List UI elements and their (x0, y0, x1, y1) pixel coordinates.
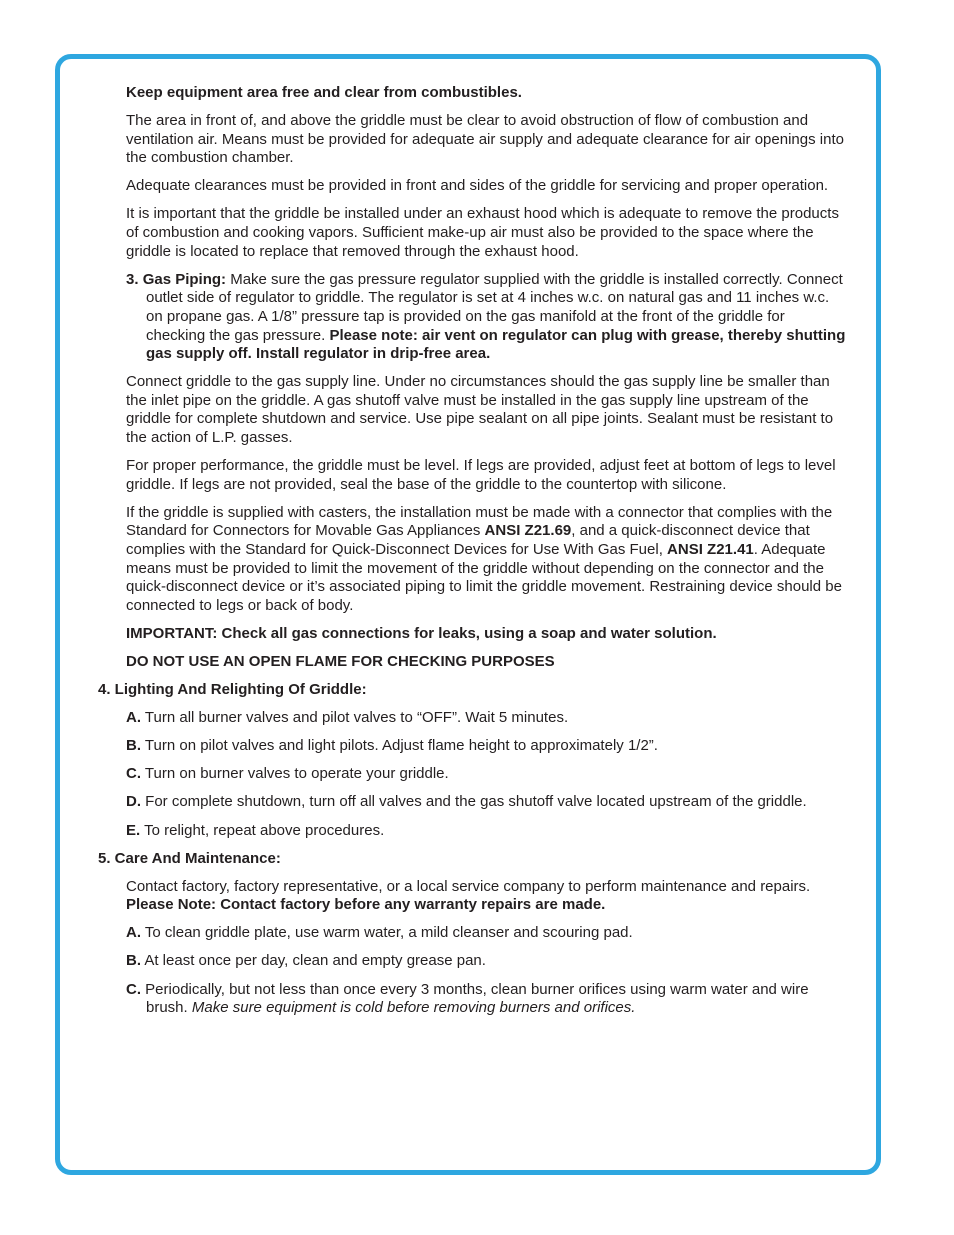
gas-supply-paragraph: Connect griddle to the gas supply line. Under no circumstances should the gas supply line be smaller than the inlet pipe on the griddle. A gas shutoff valve must be installed in the gas supply line upstream of the griddle for complete shutdown and service. Use pipe sealant on all pipe joints. Sealant must be resistant to the action of L.P. gasses. (126, 373, 834, 446)
combustibles-warning: Keep equipment area free and clear from combustibles. (126, 84, 522, 101)
lighting-heading: 4. Lighting And Relighting Of Griddle: (98, 681, 367, 699)
lighting-step: E. To relight, repeat above procedures. (126, 821, 385, 839)
lighting-step: D. For complete shutdown, turn off all valves and the gas shutoff valve located upstream of the griddle. (126, 793, 807, 811)
document-body (98, 84, 848, 1027)
casters-paragraph: If the griddle is supplied with casters, the installation must be made with a connector that complies with the Standard for Connectors for Movable Gas Appliances ANSI Z21.69, and a quick-disconnect device that complies with the Standard for Quick-Disconnect Devices for Use With Gas Fuel, ANSI Z21.41. Adequate means must be provided to limit the movement of the griddle without depending on the connector and the quick-disconnect device or it’s associated piping to limit the griddle movement. Restraining device should be connected to legs or back of body. (126, 503, 842, 614)
leak-check-warning: IMPORTANT: Check all gas connections for leaks, using a soap and water solution. (126, 624, 717, 642)
lighting-step: B. Turn on pilot valves and light pilots. Adjust flame height to approximately 1/2”. (126, 737, 658, 755)
gas-piping-section: 3. Gas Piping: Make sure the gas pressure regulator supplied with the griddle is installed correctly. Connect outlet side of regulator to griddle. The regulator is set at 4 inches w.c. on natural gas and 11 inches w.c. on propane gas. A 1/8” pressure tap is provided on the gas manifold at the front of the griddle for checking the gas pressure. Please note: air vent on regulator can plug with grease, thereby shutting gas supply off. Install regulator in drip-free area. (126, 270, 846, 363)
lighting-step: A. Turn all burner valves and pilot valves to “OFF”. Wait 5 minutes. (126, 709, 569, 727)
maintenance-heading: 5. Care And Maintenance: (98, 849, 281, 867)
maintenance-step: A. To clean griddle plate, use warm water, a mild cleanser and scouring pad. (126, 924, 633, 942)
servicing-paragraph: Adequate clearances must be provided in front and sides of the griddle for servicing and proper operation. (126, 177, 829, 195)
level-paragraph: For proper performance, the griddle must be level. If legs are provided, adjust feet at bottom of legs to level griddle. If legs are not provided, seal the base of the griddle to the countertop with silicone. (126, 457, 836, 493)
exhaust-hood-paragraph: It is important that the griddle be installed under an exhaust hood which is adequate to remove the products of combustion and cooking vapors. Sufficient make-up air must also be provided to the space where the griddle is located to replace that removed through the exhaust hood. (126, 205, 839, 260)
maintenance-step: B. At least once per day, clean and empty grease pan. (126, 952, 486, 970)
clearance-paragraph: The area in front of, and above the griddle must be clear to avoid obstruction of flow of combustion and ventilation air. Means must be provided for adequate air supply and adequate clearance for air openings into the combustion chamber. (126, 112, 844, 167)
maintenance-step: C. Periodically, but not less than once every 3 months, clean burner orifices using warm water and wire brush. Make sure equipment is cold before removing burners and orifices. (126, 980, 809, 1017)
lighting-step: C. Turn on burner valves to operate your griddle. (126, 765, 449, 783)
maintenance-intro: Contact factory, factory representative, or a local service company to perform maintenance and repairs. Please Note: Contact factory before any warranty repairs are made. (126, 877, 811, 914)
open-flame-warning: DO NOT USE AN OPEN FLAME FOR CHECKING PURPOSES (126, 652, 555, 670)
